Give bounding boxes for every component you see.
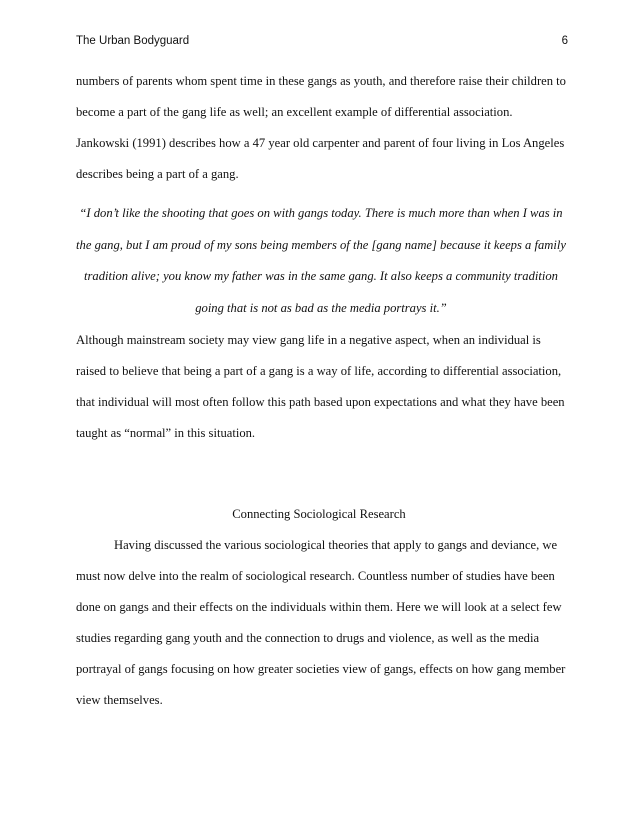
paragraph-differential-association: [76, 66, 572, 128]
text-line: taught as “normal” in this situation.: [76, 426, 256, 440]
header-title: The Urban Bodyguard: [76, 35, 190, 47]
block-quote: [66, 198, 576, 324]
text-line: done on gangs and their effects on the individuals within them. Here we will look at a select few: [76, 600, 562, 614]
text-line: become a part of the gang life as well; an excellent example of differential association.: [76, 105, 513, 119]
paragraph-jankowski: [76, 128, 572, 190]
text-line: Having discussed the various sociological theories that apply to gangs and deviance, we: [114, 538, 558, 552]
text-line: must now delve into the realm of sociological research. Countless number of studies have been: [76, 569, 555, 583]
quote-line: tradition alive; you know my father was in the same gang. It also keeps a community tradition: [84, 269, 558, 283]
text-line: raised to believe that being a part of a gang is a way of life, according to differential association,: [76, 364, 562, 378]
quote-line: the gang, but I am proud of my sons being members of the [gang name] because it keeps a family: [76, 237, 566, 252]
paragraph-mainstream-society: [76, 325, 572, 449]
quote-line: “I don’t like the shooting that goes on with gangs today. There is much more than when I was in: [79, 206, 563, 220]
text-line: studies regarding gang youth and the connection to drugs and violence, as well as the media: [76, 631, 540, 645]
text-line: portrayal of gangs focusing on how greater societies view of gangs, effects on how gang member: [76, 662, 566, 676]
section-heading: Connecting Sociological Research: [232, 507, 406, 521]
text-line: that individual will most often follow this path based upon expectations and what they have been: [76, 395, 565, 409]
running-header: [76, 35, 568, 47]
text-line: view themselves.: [76, 693, 163, 707]
paragraph-sociological-research: [76, 530, 572, 716]
text-line: describes being a part of a gang.: [76, 167, 239, 181]
page-number: 6: [561, 35, 568, 47]
text-line: Jankowski (1991) describes how a 47 year old carpenter and parent of four living in Los Angeles: [76, 136, 565, 150]
quote-line: going that is not as bad as the media portrays it.”: [195, 300, 447, 315]
text-line: Although mainstream society may view gang life in a negative aspect, when an individual is: [76, 333, 541, 347]
text-line: numbers of parents whom spent time in these gangs as youth, and therefore raise their children to: [76, 74, 566, 88]
